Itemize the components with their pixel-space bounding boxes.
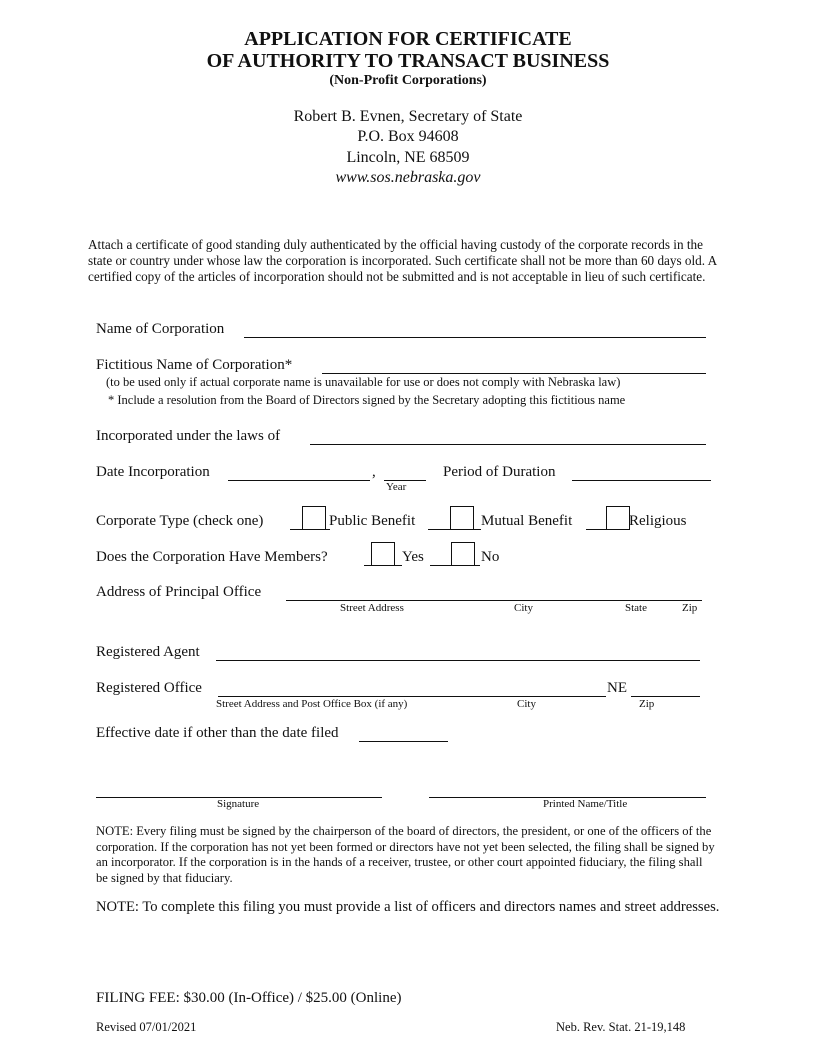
principal-office-field[interactable]: [286, 600, 702, 601]
principal-zip-caption: Zip: [682, 602, 698, 614]
year-caption: Year: [386, 481, 407, 493]
members-question-label: Does the Corporation Have Members?: [96, 549, 328, 565]
registered-office-label: Registered Office: [96, 680, 202, 696]
registered-agent-field[interactable]: [216, 660, 700, 661]
date-incorporation-label: Date Incorporation: [96, 464, 210, 480]
office-city-state: Lincoln, NE 68509: [346, 149, 470, 166]
corporate-type-label: Corporate Type (check one): [96, 513, 264, 529]
principal-city-caption: City: [514, 602, 533, 614]
mutual-benefit-checkbox[interactable]: [450, 506, 474, 530]
form-title-line2: OF AUTHORITY TO TRANSACT BUSINESS: [206, 50, 610, 72]
public-benefit-label: Public Benefit: [329, 513, 416, 529]
registered-zip-caption: Zip: [639, 698, 655, 710]
signature-caption: Signature: [217, 798, 260, 810]
members-no-label: No: [481, 549, 500, 565]
religious-label: Religious: [629, 513, 687, 529]
fictitious-note-usage: (to be used only if actual corporate name is unavailable for use or does not comply with Nebraska law): [106, 375, 621, 389]
official-name: Robert B. Evnen, Secretary of State: [293, 108, 523, 125]
registered-office-state: NE: [607, 680, 627, 696]
name-of-corporation-field[interactable]: [244, 337, 706, 338]
form-subtitle: (Non-Profit Corporations): [329, 73, 487, 88]
instructions-paragraph: Attach a certificate of good standing duly authenticated by the official having custody of the corporate records in the state or country under whose law the corporation is incorporated. Such certificate shall not be more than 60 days old. A certified copy of the articles of incorporation should not be submitted and is not acceptable in lieu of such certificate.: [88, 237, 717, 284]
fictitious-name-label: Fictitious Name of Corporation*: [96, 357, 293, 373]
name-of-corporation-label: Name of Corporation: [96, 321, 225, 337]
revised-date: Revised 07/01/2021: [96, 1020, 197, 1034]
incorporated-under-field[interactable]: [310, 444, 706, 445]
principal-state-caption: State: [625, 602, 647, 614]
printed-name-caption: Printed Name/Title: [543, 798, 628, 810]
statute-reference: Neb. Rev. Stat. 21-19,148: [556, 1020, 686, 1034]
registered-office-zip-field[interactable]: [631, 696, 700, 697]
principal-office-label: Address of Principal Office: [96, 584, 262, 600]
members-no-checkbox[interactable]: [451, 542, 475, 566]
principal-street-caption: Street Address: [340, 602, 404, 614]
incorporated-under-label: Incorporated under the laws of: [96, 428, 281, 444]
mutual-benefit-label: Mutual Benefit: [481, 513, 573, 529]
fictitious-name-field[interactable]: [322, 373, 706, 374]
filing-fee: FILING FEE: $30.00 (In-Office) / $25.00 (Online): [96, 990, 402, 1006]
date-comma: ,: [372, 464, 376, 480]
officers-note: NOTE: To complete this filing you must provide a list of officers and directors names and street addresses.: [96, 899, 720, 915]
registered-street-caption: Street Address and Post Office Box (if any): [216, 698, 408, 710]
period-of-duration-label: Period of Duration: [443, 464, 556, 480]
office-website[interactable]: www.sos.nebraska.gov: [335, 169, 481, 186]
public-benefit-checkbox[interactable]: [302, 506, 326, 530]
members-yes-checkbox[interactable]: [371, 542, 395, 566]
registered-agent-label: Registered Agent: [96, 644, 200, 660]
registered-office-field[interactable]: [218, 696, 606, 697]
office-po-box: P.O. Box 94608: [357, 128, 459, 145]
period-of-duration-field[interactable]: [572, 480, 711, 481]
fictitious-note-resolution: * Include a resolution from the Board of Directors signed by the Secretary adopting this fictitious name: [108, 393, 626, 407]
effective-date-field[interactable]: [359, 741, 448, 742]
effective-date-label: Effective date if other than the date filed: [96, 725, 339, 741]
registered-city-caption: City: [517, 698, 536, 710]
form-title-line1: APPLICATION FOR CERTIFICATE: [244, 28, 572, 50]
date-incorporation-field[interactable]: [228, 480, 370, 481]
religious-checkbox[interactable]: [606, 506, 630, 530]
members-yes-label: Yes: [402, 549, 424, 565]
signing-note: NOTE: Every filing must be signed by the chairperson of the board of directors, the president, or one of the officers of the corporation. If the corporation has not yet been formed or directors have not yet been selected, the filing shall be signed by an incorporator. If the corporation is in the hands of a receiver, trustee, or other court appointed fiduciary, the filing shall be signed by that fiduciary.: [96, 824, 715, 885]
